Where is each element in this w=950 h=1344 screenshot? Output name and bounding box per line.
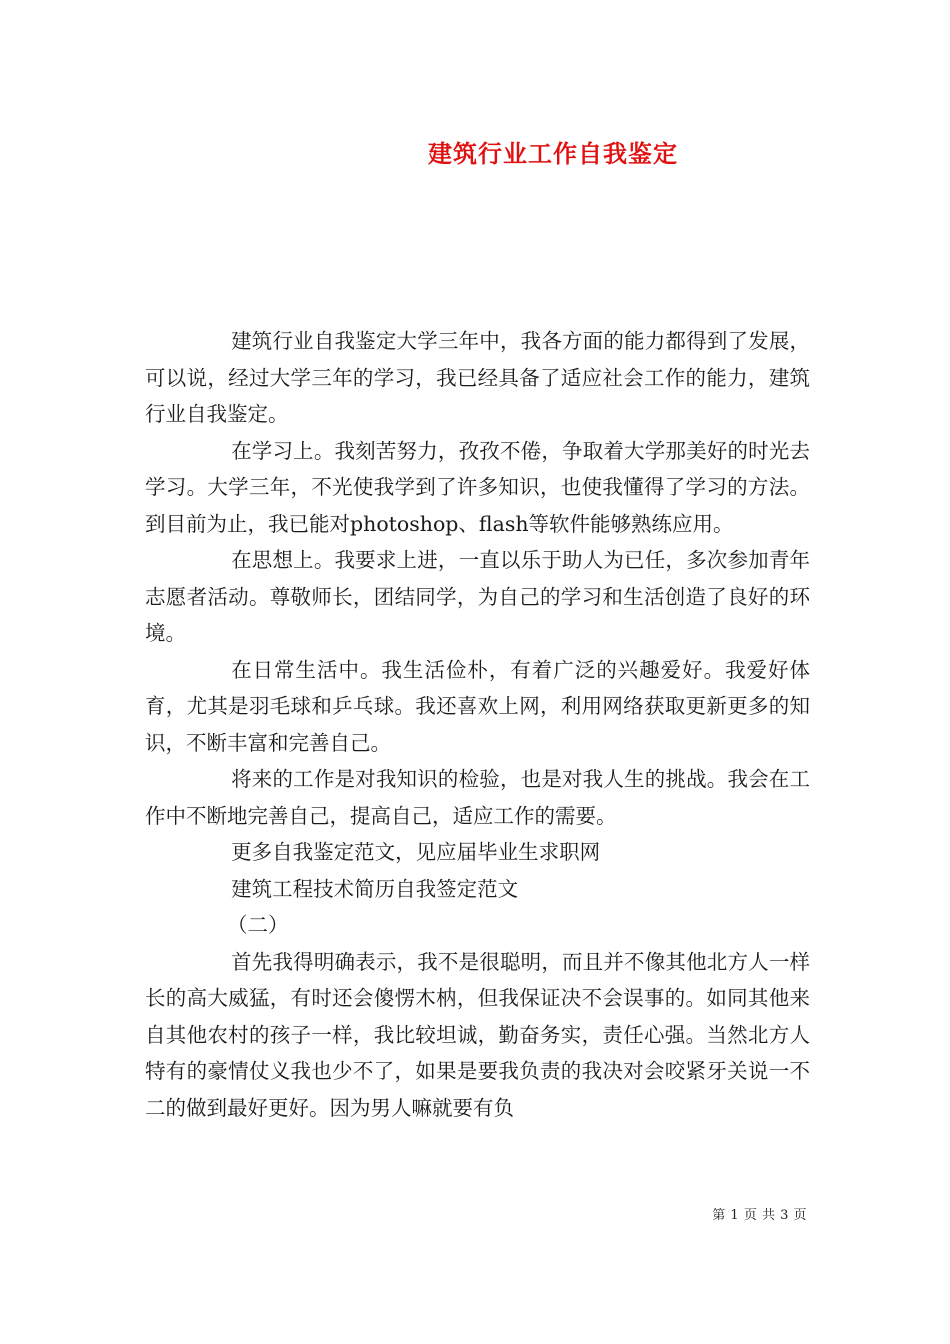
paragraph-subtitle: 建筑工程技术简历自我签定范文: [231, 876, 519, 901]
paragraph-more-link: 更多自我鉴定范文，见应届毕业生求职网: [231, 840, 601, 864]
document-body: [145, 323, 810, 1126]
paragraph-section-number: （二）: [227, 913, 289, 937]
paragraph-daily-life: 在日常生活中。我生活俭朴，有着广泛的兴趣爱好。我爱好体育，尤其是羽毛球和乒乓球。我还喜欢上网，利用网络获取更新更多的知识，不断丰富和完善自己。: [145, 657, 810, 755]
paragraph-second-essay: 首先我得明确表示，我不是很聪明，而且并不像其他北方人一样长的高大威猛，有时还会傻愣木枘，但我保证决不会误事的。如同其他来自其他农村的孩子一样，我比较坦诚，勤奋务实，责任心强。当然北方人特有的豪情仗义我也少不了，如果是要我负责的我决对会咬紧牙关说一不二的做到最好更好。因为男人嘛就要有负: [145, 949, 810, 1120]
paragraph-future: 将来的工作是对我知识的检验，也是对我人生的挑战。我会在工作中不断地完善自己，提高自己，适应工作的需要。: [145, 767, 810, 828]
paragraph-study: 在学习上。我刻苦努力，孜孜不倦，争取着大学那美好的时光去学习。大学三年，不光使我学到了许多知识，也使我懂得了学习的方法。到目前为止，我已能对photoshop、flash等软件能够熟练应用。: [145, 438, 810, 536]
paragraph-thought: 在思想上。我要求上进，一直以乐于助人为已任，多次参加青年志愿者活动。尊敬师长，团结同学，为自己的学习和生活创造了良好的环境。: [145, 548, 810, 645]
paragraph-intro: 建筑行业自我鉴定大学三年中，我各方面的能力都得到了发展，可以说，经过大学三年的学习，我已经具备了适应社会工作的能力，建筑行业自我鉴定。: [145, 329, 810, 426]
document-title: 建筑行业工作自我鉴定: [428, 139, 678, 168]
page-number: 第 1 页 共 3 页: [712, 1208, 807, 1223]
